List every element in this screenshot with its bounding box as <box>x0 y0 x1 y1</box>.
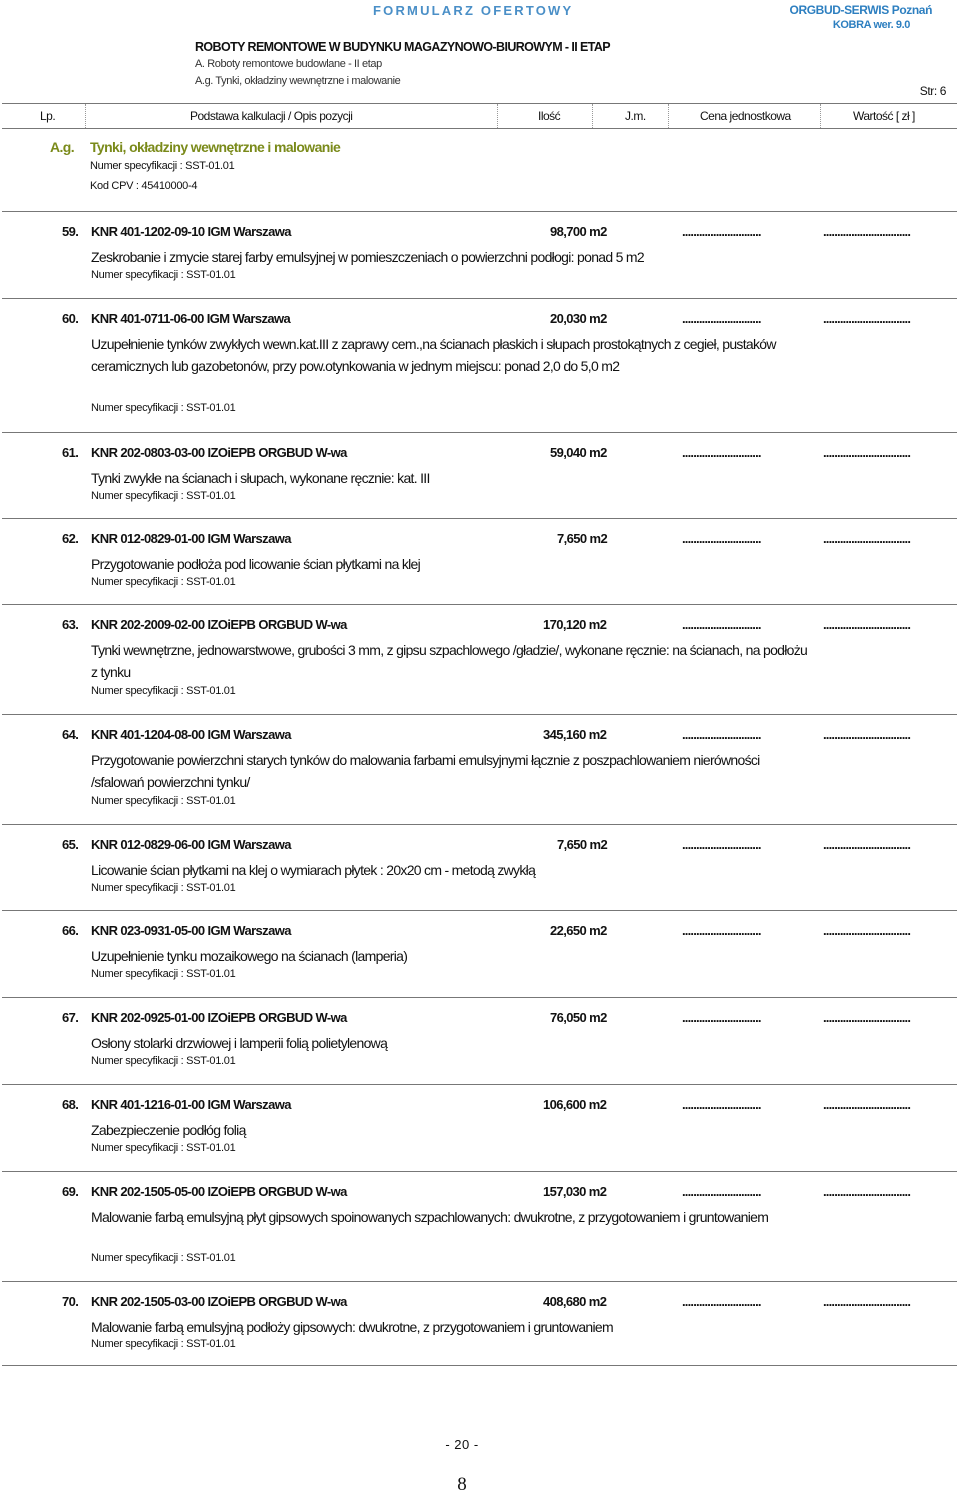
unit-price-field[interactable]: ............................ <box>682 445 761 460</box>
position-number: 69. <box>62 1184 79 1199</box>
unit-price-field[interactable]: ............................ <box>682 617 761 632</box>
position-description: Malowanie farbą emulsyjną płyt gipsowych spoinowanych szpachlowanych: dwukrotne, z przygotowaniem i gruntowaniem <box>91 1209 769 1225</box>
column-value: Wartość [ zł ] <box>853 109 915 123</box>
position-quantity: 7,650 m2 <box>557 531 608 546</box>
position-quantity: 76,050 m2 <box>550 1010 607 1025</box>
position-number: 61. <box>62 445 79 460</box>
value-field[interactable]: ............................... <box>823 311 911 326</box>
position-number: 65. <box>62 837 79 852</box>
position-code: KNR 202-2009-02-00 IZOiEPB ORGBUD W-wa <box>91 617 347 632</box>
position-number: 59. <box>62 224 79 239</box>
project-title: ROBOTY REMONTOWE W BUDYNKU MAGAZYNOWO-BIUROWYM - II ETAP <box>195 40 610 54</box>
unit-price-field[interactable]: ............................ <box>682 1097 761 1112</box>
position-quantity: 345,160 m2 <box>543 727 607 742</box>
position-quantity: 157,030 m2 <box>543 1184 607 1199</box>
position-code: KNR 202-1505-03-00 IZOiEPB ORGBUD W-wa <box>91 1294 347 1309</box>
column-unit: J.m. <box>625 109 646 123</box>
chapter-cpv-code: Kod CPV : 45410000-4 <box>90 180 198 192</box>
chapter-name: Tynki, okładziny wewnętrzne i malowanie <box>90 139 341 155</box>
position-description: Uzupełnienie tynków zwykłych wewn.kat.III z zaprawy cem.,na ścianach płaskich i słupach prostokątnych z cegieł, pustaków ceramicznych lub gazobetonów, przy pow.otynkowania w jednym miejscu: ponad 2,0 do 5,0 m2 <box>91 336 776 374</box>
position-code: KNR 202-0803-03-00 IZOiEPB ORGBUD W-wa <box>91 445 347 460</box>
column-basis: Podstawa kalkulacji / Opis pozycji <box>190 109 353 123</box>
position-description: Malowanie farbą emulsyjną podłoży gipsowych: dwukrotne, z przygotowaniem i gruntowaniem <box>91 1319 613 1335</box>
value-field[interactable]: ............................... <box>823 1010 911 1025</box>
position-code: KNR 012-0829-01-00 IGM Warszawa <box>91 531 291 546</box>
position-code: KNR 202-1505-05-00 IZOiEPB ORGBUD W-wa <box>91 1184 347 1199</box>
subsection-title: A.g. Tynki, okładziny wewnętrzne i malowanie <box>195 75 401 87</box>
unit-price-field[interactable]: ............................ <box>682 1010 761 1025</box>
column-price: Cena jednostkowa <box>700 109 791 123</box>
position-spec-number: Numer specyfikacji : SST-01.01 <box>91 1142 236 1154</box>
position-quantity: 20,030 m2 <box>550 311 607 326</box>
position-row <box>2 432 957 519</box>
column-lp: Lp. <box>40 109 56 123</box>
position-row <box>2 824 957 911</box>
position-row <box>2 604 957 715</box>
position-description: Przygotowanie powierzchni starych tynków do malowania farbami emulsyjnymi łącznie z poszpachlowaniem nierówności /sfalowań powierzchni tynku/ <box>91 752 760 790</box>
value-field[interactable]: ............................... <box>823 224 911 239</box>
position-row <box>2 714 957 825</box>
position-description: Osłony stolarki drzwiowej i lamperii folią polietylenową <box>91 1035 388 1051</box>
position-spec-number: Numer specyfikacji : SST-01.01 <box>91 685 236 697</box>
position-quantity: 170,120 m2 <box>543 617 607 632</box>
company-name: ORGBUD-SERWIS Poznań <box>789 3 932 17</box>
value-field[interactable]: ............................... <box>823 531 911 546</box>
column-divider <box>85 104 86 128</box>
column-divider <box>668 104 669 128</box>
value-field[interactable]: ............................... <box>823 617 911 632</box>
column-header-row <box>2 103 957 129</box>
unit-price-field[interactable]: ............................ <box>682 727 761 742</box>
position-number: 63. <box>62 617 79 632</box>
position-row <box>2 211 957 299</box>
position-description: Tynki wewnętrzne, jednowarstwowe, grubości 3 mm, z gipsu szpachlowego /gładzie/, wykonane ręcznie: na ścianach, na podłożu z tynku <box>91 642 808 680</box>
position-quantity: 106,600 m2 <box>543 1097 607 1112</box>
position-row <box>2 1084 957 1172</box>
position-row <box>2 1171 957 1282</box>
position-number: 66. <box>62 923 79 938</box>
position-number: 68. <box>62 1097 79 1112</box>
position-code: KNR 401-1216-01-00 IGM Warszawa <box>91 1097 291 1112</box>
position-code: KNR 401-1204-08-00 IGM Warszawa <box>91 727 291 742</box>
position-number: 70. <box>62 1294 79 1309</box>
position-row <box>2 298 957 433</box>
position-spec-number: Numer specyfikacji : SST-01.01 <box>91 1252 236 1264</box>
value-field[interactable]: ............................... <box>823 727 911 742</box>
position-spec-number: Numer specyfikacji : SST-01.01 <box>91 882 236 894</box>
section-title: A. Roboty remontowe budowlane - II etap <box>195 58 382 70</box>
page-number: Str: 6 <box>919 84 946 98</box>
software-version: KOBRA wer. 9.0 <box>832 19 910 31</box>
column-divider <box>592 104 593 128</box>
chapter-spec-number: Numer specyfikacji : SST-01.01 <box>90 160 235 172</box>
position-row <box>2 1281 957 1366</box>
unit-price-field[interactable]: ............................ <box>682 311 761 326</box>
position-code: KNR 202-0925-01-00 IZOiEPB ORGBUD W-wa <box>91 1010 347 1025</box>
value-field[interactable]: ............................... <box>823 837 911 852</box>
position-spec-number: Numer specyfikacji : SST-01.01 <box>91 1338 236 1350</box>
position-number: 64. <box>62 727 79 742</box>
position-code: KNR 012-0829-06-00 IGM Warszawa <box>91 837 291 852</box>
position-number: 62. <box>62 531 79 546</box>
position-description: Przygotowanie podłoża pod licowanie ścian płytkami na klej <box>91 556 421 572</box>
position-quantity: 408,680 m2 <box>543 1294 607 1309</box>
value-field[interactable]: ............................... <box>823 445 911 460</box>
position-description: Tynki zwykłe na ścianach i słupach, wykonane ręcznie: kat. III <box>91 470 430 486</box>
form-title: FORMULARZ OFERTOWY <box>373 3 574 18</box>
column-qty: Ilość <box>538 109 561 123</box>
position-row <box>2 910 957 998</box>
value-field[interactable]: ............................... <box>823 923 911 938</box>
unit-price-field[interactable]: ............................ <box>682 531 761 546</box>
position-code: KNR 023-0931-05-00 IGM Warszawa <box>91 923 291 938</box>
position-spec-number: Numer specyfikacji : SST-01.01 <box>91 1055 236 1067</box>
position-spec-number: Numer specyfikacji : SST-01.01 <box>91 576 236 588</box>
footer-sheet-number: 8 <box>457 1474 467 1495</box>
position-quantity: 98,700 m2 <box>550 224 607 239</box>
position-quantity: 59,040 m2 <box>550 445 607 460</box>
value-field[interactable]: ............................... <box>823 1097 911 1112</box>
position-description: Uzupełnienie tynku mozaikowego na ścianach (lamperia) <box>91 948 408 964</box>
unit-price-field[interactable]: ............................ <box>682 837 761 852</box>
position-quantity: 7,650 m2 <box>557 837 608 852</box>
position-spec-number: Numer specyfikacji : SST-01.01 <box>91 490 236 502</box>
position-description: Licowanie ścian płytkami na klej o wymiarach płytek : 20x20 cm - metodą zwykłą <box>91 862 536 878</box>
chapter-code: A.g. <box>50 139 75 155</box>
column-divider <box>497 104 498 128</box>
value-field[interactable]: ............................... <box>823 1294 911 1309</box>
position-code: KNR 401-0711-06-00 IGM Warszawa <box>91 311 291 326</box>
position-spec-number: Numer specyfikacji : SST-01.01 <box>91 968 236 980</box>
value-field[interactable]: ............................... <box>823 1184 911 1199</box>
chapter-block <box>2 127 957 212</box>
position-spec-number: Numer specyfikacji : SST-01.01 <box>91 269 236 281</box>
column-divider <box>820 104 821 128</box>
unit-price-field[interactable]: ............................ <box>682 923 761 938</box>
position-number: 67. <box>62 1010 79 1025</box>
footer-page-number: - 20 - <box>445 1437 479 1452</box>
position-description: Zabezpieczenie podłóg folią <box>91 1122 246 1138</box>
position-code: KNR 401-1202-09-10 IGM Warszawa <box>91 224 291 239</box>
position-spec-number: Numer specyfikacji : SST-01.01 <box>91 795 236 807</box>
unit-price-field[interactable]: ............................ <box>682 1294 761 1309</box>
position-row <box>2 518 957 605</box>
unit-price-field[interactable]: ............................ <box>682 224 761 239</box>
unit-price-field[interactable]: ............................ <box>682 1184 761 1199</box>
position-spec-number: Numer specyfikacji : SST-01.01 <box>91 402 236 414</box>
position-row <box>2 997 957 1085</box>
position-description: Zeskrobanie i zmycie starej farby emulsyjnej w pomieszczeniach o powierzchni podłogi: ponad 5 m2 <box>91 249 644 265</box>
position-quantity: 22,650 m2 <box>550 923 607 938</box>
position-number: 60. <box>62 311 79 326</box>
